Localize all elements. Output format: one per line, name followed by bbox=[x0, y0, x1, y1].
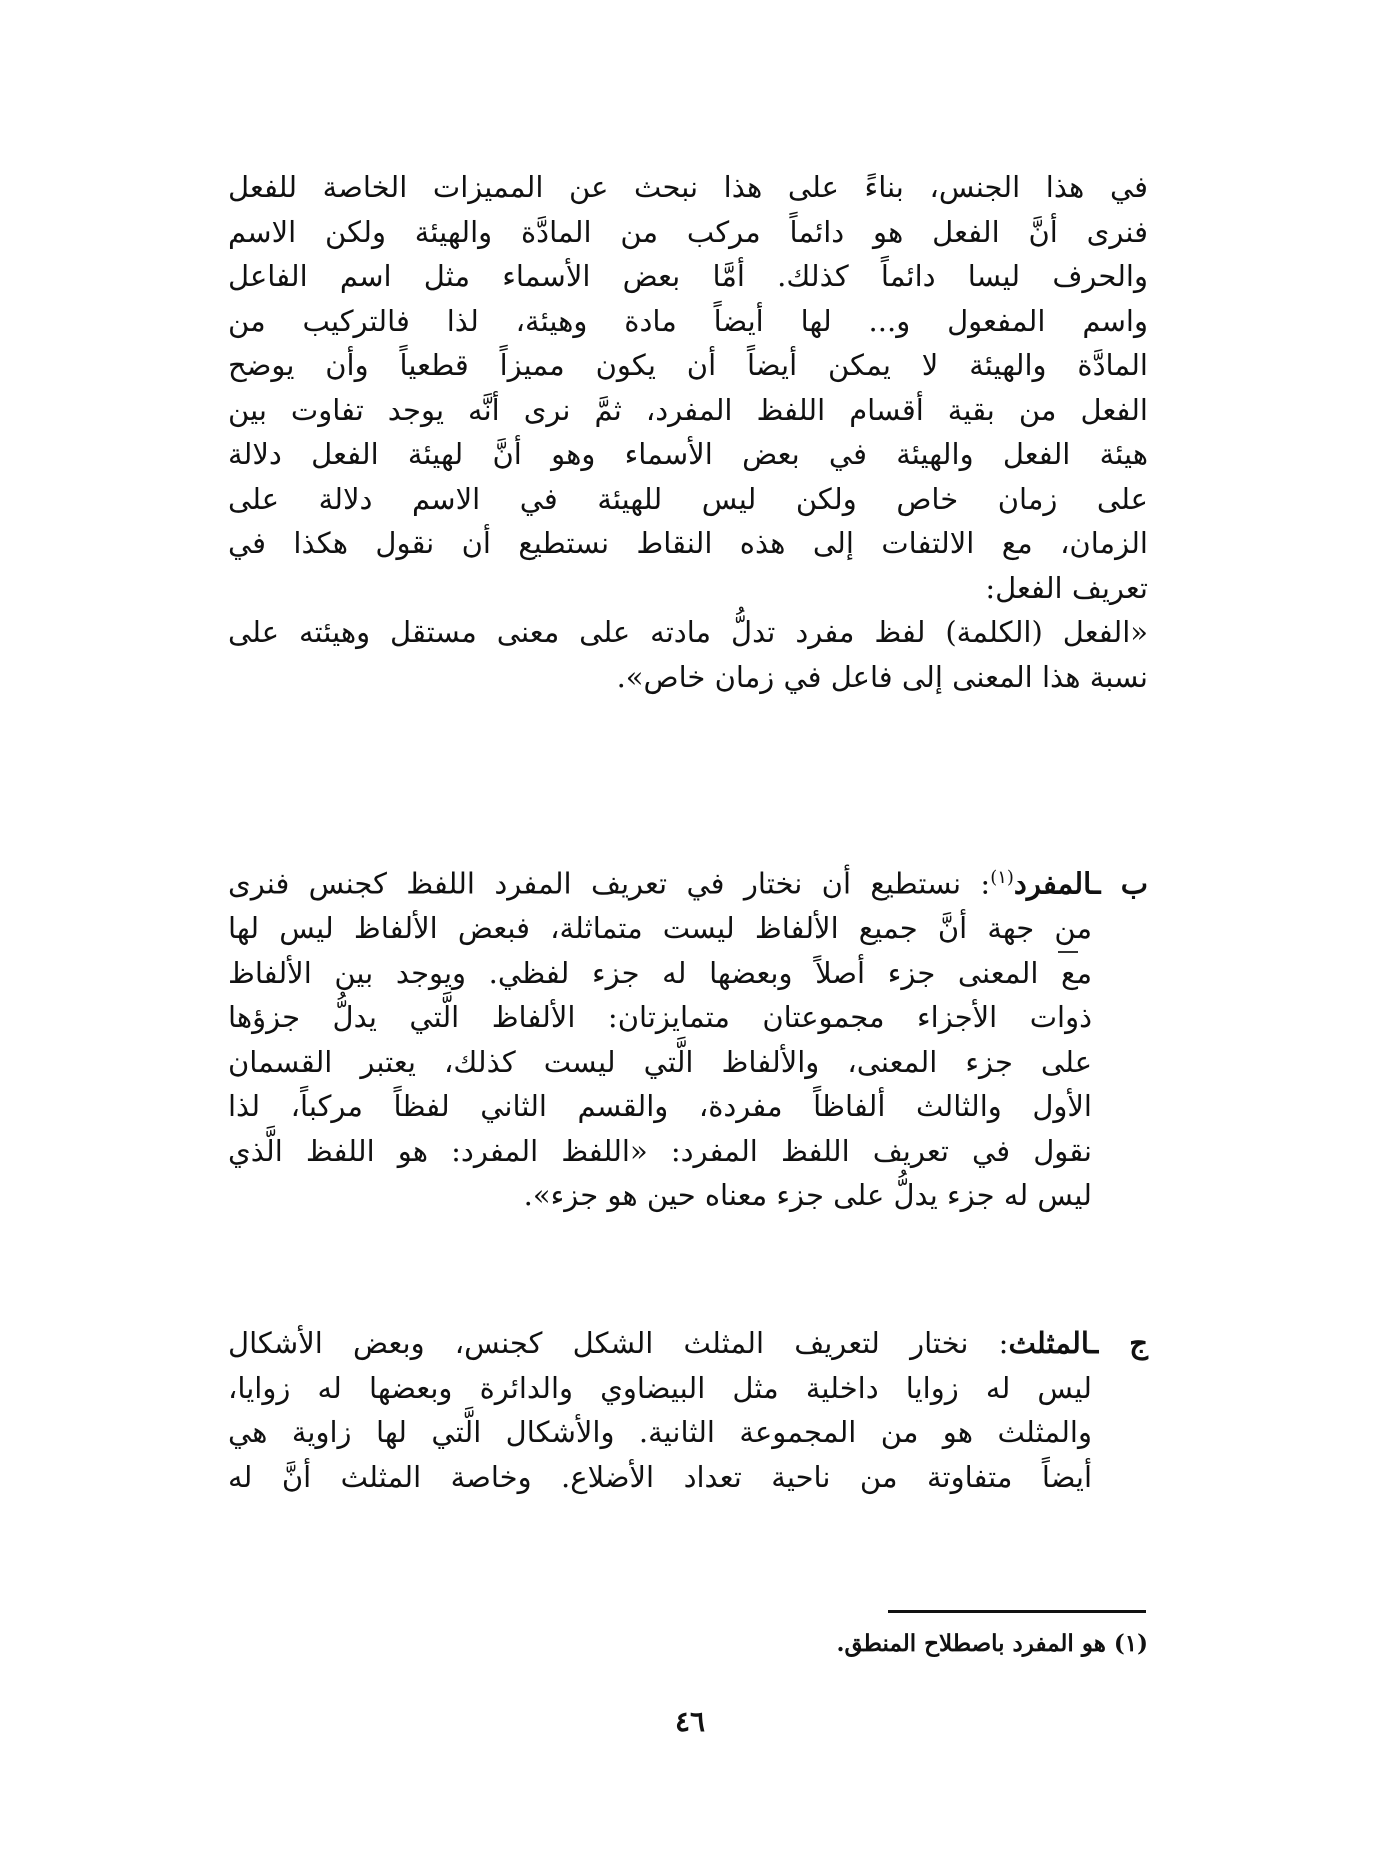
footnote-divider bbox=[888, 1610, 1146, 1613]
text-line: هيئة الفعل والهيئة في بعض الأسماء وهو أنَّ لهيئة الفعل دلالة bbox=[228, 437, 1148, 471]
text-line: مع المعنى جزء أصلاً وبعضها له جزء لفظي. ويوجد بين الألفاظ bbox=[228, 955, 1092, 990]
text-line: فنرى أنَّ الفعل هو دائماً مركب من المادَّة والهيئة ولكن الاسم bbox=[228, 214, 1148, 249]
section-b-marker: ب ـ bbox=[1091, 866, 1148, 901]
section-c-heading: المثلث bbox=[1008, 1326, 1090, 1360]
text-line: الفعل من بقية أقسام اللفظ المفرد، ثمَّ نرى أنَّه يوجد تفاوت بين bbox=[228, 392, 1148, 427]
text-line: واسم المفعول و... لها أيضاً مادة وهيئة، لذا فالتركيب من bbox=[228, 303, 1148, 338]
text-line: تعريف الفعل: bbox=[985, 570, 1148, 605]
section-b-first-line-text: : نستطيع أن نختار في تعريف المفرد اللفظ كجنس فنرى bbox=[228, 866, 991, 901]
margin-mark bbox=[1058, 951, 1078, 953]
definition-quote-line: «الفعل (الكلمة) لفظ مفرد تدلُّ مادته على معنى مستقل وهيئته على bbox=[228, 615, 1148, 649]
section-c-muthallath bbox=[228, 1321, 1148, 1499]
text-line: ذوات الأجزاء مجموعتان متمايزتان: الألفاظ الَّتي يدلُّ جزؤها bbox=[228, 1000, 1092, 1035]
text-line: في هذا الجنس، بناءً على هذا نبحث عن المميزات الخاصة للفعل bbox=[228, 170, 1148, 204]
section-b-mufrad bbox=[228, 856, 1148, 1218]
page-number: ٤٦ bbox=[674, 1705, 706, 1738]
section-c-first-line bbox=[228, 1321, 1148, 1366]
text-line: نقول في تعريف اللفظ المفرد: «اللفظ المفرد: هو اللفظ الَّذي bbox=[228, 1133, 1092, 1168]
text-line: على جزء المعنى، والألفاظ الَّتي ليست كذلك، يعتبر القسمان bbox=[228, 1044, 1092, 1079]
text-line: ليس له زوايا داخلية مثل البيضاوي والدائرة وبعضها له زوايا، bbox=[228, 1370, 1092, 1405]
text-line: ليس له جزء يدلُّ على جزء معناه حين هو جزء». bbox=[523, 1178, 1092, 1213]
text-line: على زمان خاص ولكن ليس للهيئة في الاسم دلالة على bbox=[228, 481, 1148, 516]
footnote-number: (١) bbox=[1113, 1630, 1148, 1657]
footnote-reference[interactable]: (١) bbox=[990, 867, 1014, 888]
text-line: والحرف ليسا دائماً كذلك. أمَّا بعض الأسماء مثل اسم الفاعل bbox=[228, 259, 1148, 293]
footnote bbox=[836, 1627, 1148, 1661]
section-b-heading: المفرد bbox=[1013, 866, 1092, 901]
section-c-first-line-text: : نختار لتعريف المثلث الشكل كجنس، وبعض الأشكال bbox=[228, 1326, 1009, 1360]
section-c-marker: ج ـ bbox=[1089, 1326, 1148, 1360]
text-line: من جهة أنَّ جميع الألفاظ ليست متماثلة، فبعض الألفاظ ليس لها bbox=[228, 911, 1092, 946]
text-line: الأول والثالث ألفاظاً مفردة، والقسم الثاني لفظاً مركباً، لذا bbox=[228, 1089, 1092, 1124]
text-line: الزمان، مع الالتفات إلى هذه النقاط نستطيع أن نقول هكذا في bbox=[228, 526, 1148, 560]
footnote-text: هو المفرد باصطلاح المنطق. bbox=[836, 1630, 1106, 1657]
intro-paragraph bbox=[228, 165, 1148, 699]
definition-quote-line: نسبة هذا المعنى إلى فاعل في زمان خاص». bbox=[616, 659, 1148, 694]
text-line: المادَّة والهيئة لا يمكن أيضاً أن يكون مميزاً قطعياً وأن يوضح bbox=[228, 348, 1148, 382]
section-b-first-line bbox=[228, 856, 1148, 906]
text-line: والمثلث هو من المجموعة الثانية. والأشكال الَّتي لها زاوية هي bbox=[228, 1415, 1092, 1449]
text-line: أيضاً متفاوتة من ناحية تعداد الأضلاع. وخاصة المثلث أنَّ له bbox=[228, 1459, 1092, 1494]
